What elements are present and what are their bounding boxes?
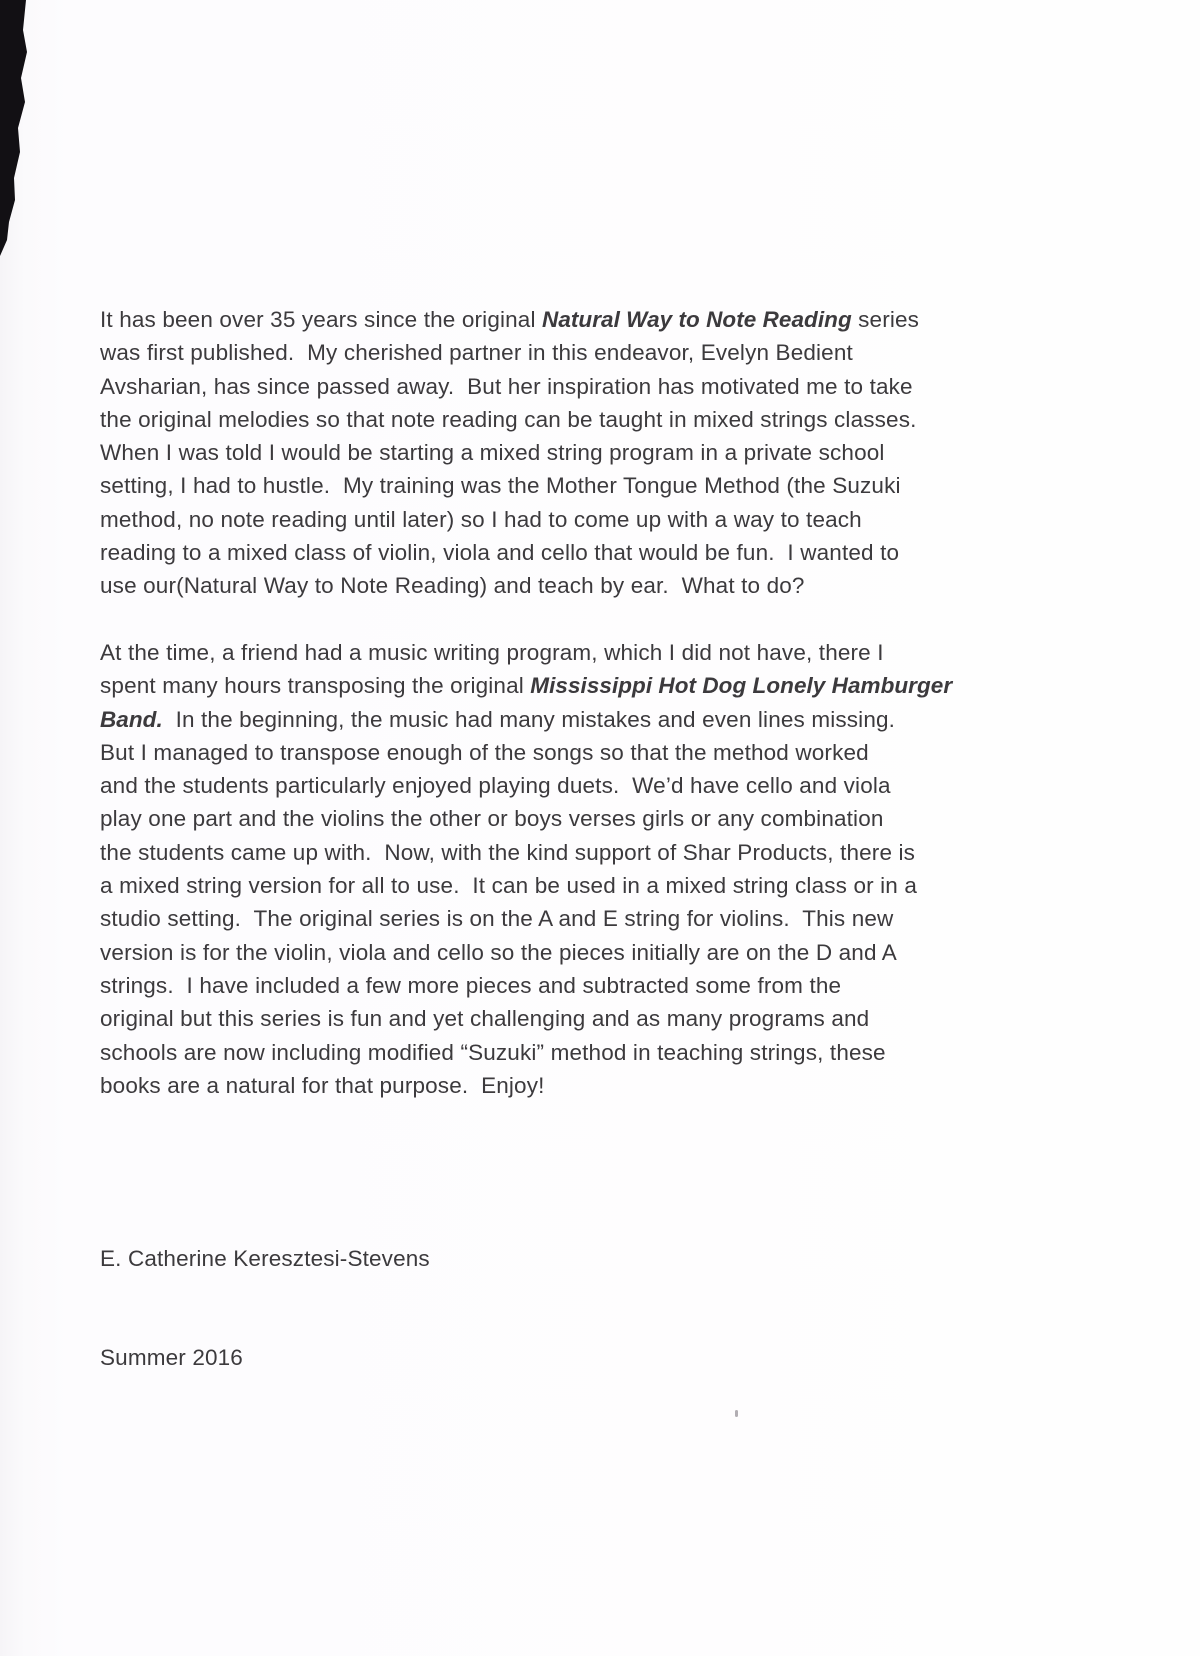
signature-date: Summer 2016 xyxy=(100,1345,243,1371)
text-segment: the original melodies so that note reading can be taught in mixed strings classes. xyxy=(100,406,917,432)
letter-body xyxy=(100,303,1060,1102)
text-line xyxy=(100,802,1060,835)
text-segment: play one part and the violins the other or boys verses girls or any combination xyxy=(100,806,884,832)
signature-block xyxy=(100,1175,430,1441)
text-segment: When I was told I would be starting a mixed string program in a private school xyxy=(100,440,885,466)
text-segment: spent many hours transposing the original xyxy=(100,673,531,699)
text-line xyxy=(100,403,1060,436)
text-segment-emphasis: Band. xyxy=(100,706,163,732)
text-segment: strings. I have included a few more pieces and subtracted some from the xyxy=(100,972,842,998)
text-line xyxy=(100,636,1060,669)
text-line xyxy=(100,736,1060,769)
text-segment: original but this series is fun and yet challenging and as many programs and xyxy=(100,1006,870,1032)
text-line xyxy=(100,436,1060,469)
text-segment: It has been over 35 years since the original xyxy=(100,307,543,332)
text-line xyxy=(100,769,1060,802)
text-segment: and the students particularly enjoyed playing duets. We’d have cello and viola xyxy=(100,773,891,799)
text-segment: reading to a mixed class of violin, viola and cello that would be fun. I wanted to xyxy=(100,540,900,566)
text-segment: In the beginning, the music had many mistakes and even lines missing. xyxy=(162,706,896,732)
text-line xyxy=(100,336,1060,369)
text-line xyxy=(100,669,1060,702)
text-line xyxy=(100,936,1060,969)
paragraph xyxy=(100,303,1060,603)
text-segment: But I managed to transpose enough of the songs so that the method worked xyxy=(100,739,869,765)
text-segment: the students came up with. Now, with the kind support of Shar Products, there is xyxy=(100,839,916,865)
text-line xyxy=(100,1002,1060,1035)
scan-edge-artifact-shape xyxy=(0,0,27,256)
text-segment-emphasis: Natural Way to Note Reading xyxy=(542,307,852,332)
text-line xyxy=(100,1036,1060,1069)
stray-scan-mark xyxy=(735,1410,738,1417)
text-line xyxy=(100,536,1060,569)
text-line xyxy=(100,836,1060,869)
text-segment: was first published. My cherished partner in this endeavor, Evelyn Bedient xyxy=(100,340,853,366)
text-line xyxy=(100,469,1060,502)
text-line xyxy=(100,703,1060,736)
paragraph xyxy=(100,636,1060,1102)
text-line xyxy=(100,869,1060,902)
text-segment: books are a natural for that purpose. Enjoy! xyxy=(100,1072,545,1098)
scan-edge-artifact xyxy=(0,0,32,260)
text-line xyxy=(100,969,1060,1002)
text-line xyxy=(100,370,1060,403)
text-segment: studio setting. The original series is on the A and E string for violins. This new xyxy=(100,906,894,932)
signature-name: E. Catherine Keresztesi-Stevens xyxy=(100,1245,430,1271)
text-segment: version is for the violin, viola and cello so the pieces initially are on the D and A xyxy=(100,939,897,965)
text-line xyxy=(100,503,1060,536)
text-segment: use our(Natural Way to Note Reading) and teach by ear. What to do? xyxy=(100,573,805,599)
text-segment: a mixed string version for all to use. It can be used in a mixed string class or in a xyxy=(100,873,918,899)
text-segment: schools are now including modified “Suzuki” method in teaching strings, these xyxy=(100,1039,886,1065)
text-segment: series xyxy=(851,307,920,332)
text-line xyxy=(100,303,1060,336)
text-line xyxy=(100,902,1060,935)
text-segment: method, no note reading until later) so I had to come up with a way to teach xyxy=(100,506,862,532)
text-line xyxy=(100,569,1060,602)
text-segment: Avsharian, has since passed away. But her inspiration has motivated me to take xyxy=(100,373,913,399)
text-segment: setting, I had to hustle. My training was the Mother Tongue Method (the Suzuki xyxy=(100,473,901,499)
text-line xyxy=(100,1069,1060,1102)
text-segment: At the time, a friend had a music writing program, which I did not have, there I xyxy=(100,639,884,665)
text-segment-emphasis: Mississippi Hot Dog Lonely Hamburger xyxy=(530,673,953,699)
